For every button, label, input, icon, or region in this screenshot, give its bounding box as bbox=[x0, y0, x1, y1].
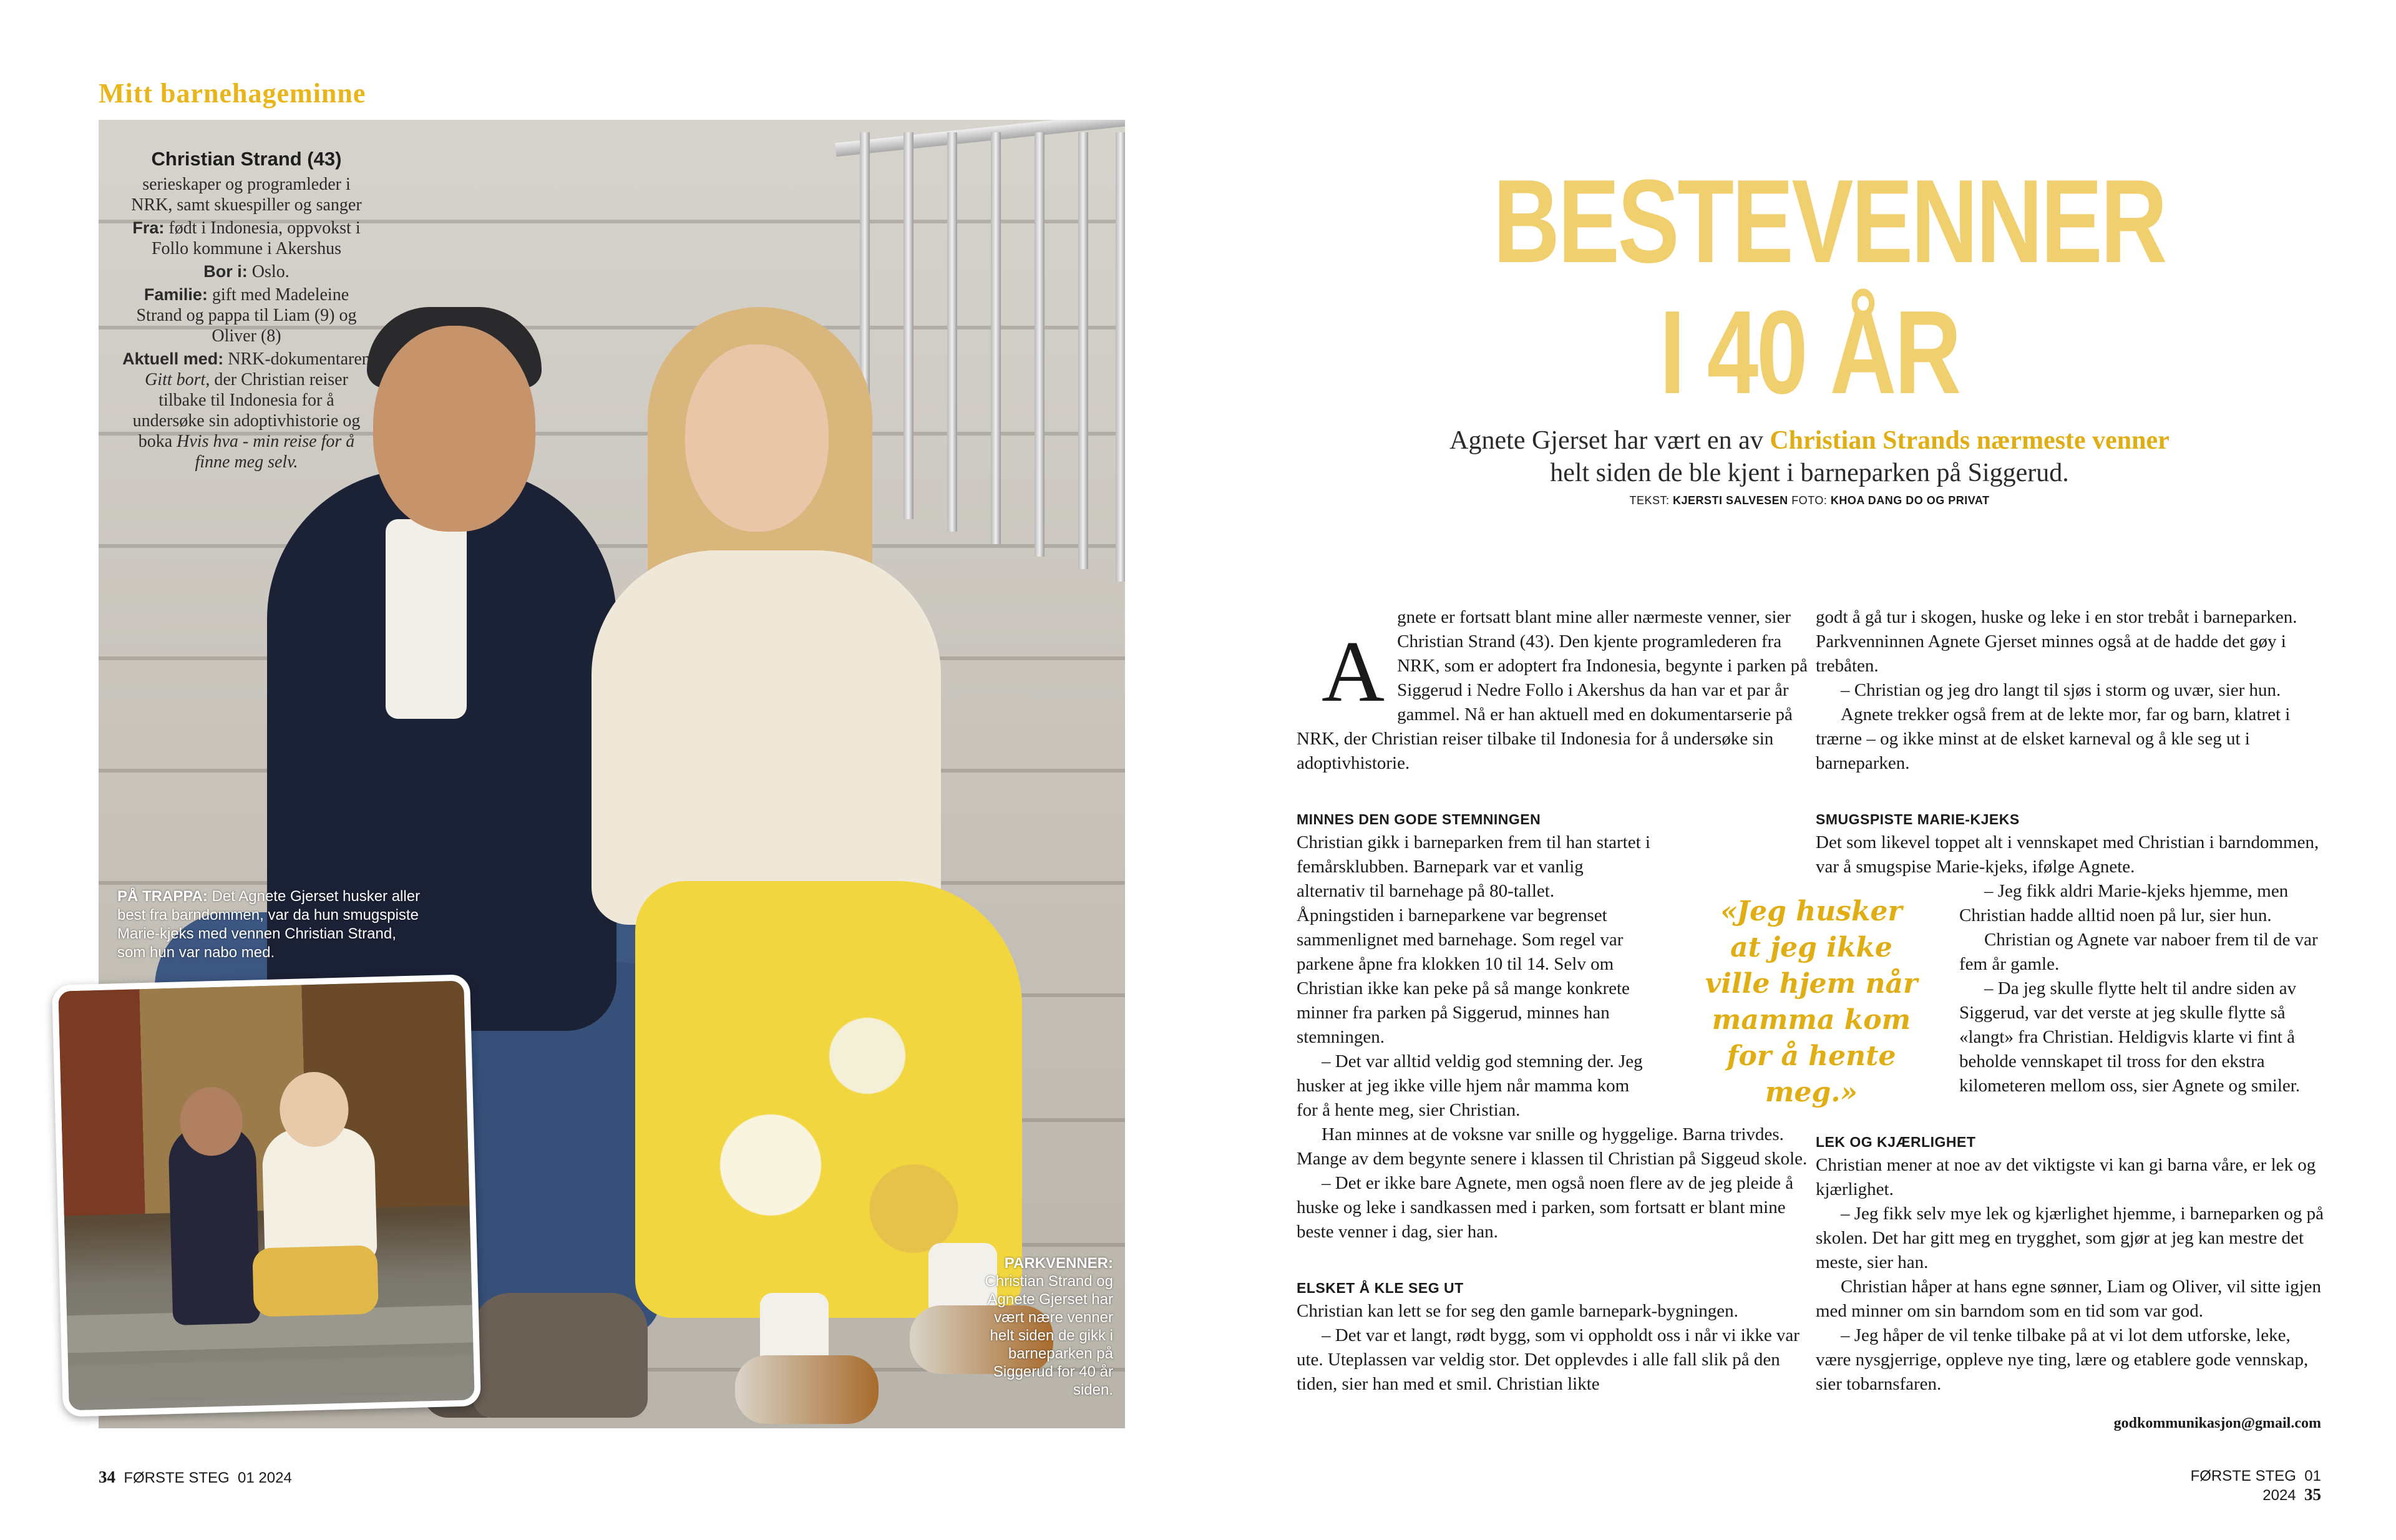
paragraph: Han minnes at de voksne var snille og hyggelige. Barna trivdes. Mange av dem begynte senere i klassen til Christian på Siggeud skole. bbox=[1297, 1124, 1808, 1169]
section-label: Mitt barnehageminne bbox=[99, 78, 366, 109]
bio-from: Fra: født i Indonesia, oppvokst i Follo kommune i Akershus bbox=[132, 218, 361, 258]
paragraph: Christian og Agnete var naboer frem til de var fem år gamle. bbox=[1959, 930, 2318, 974]
subhead-3: SMUGSPISTE MARIE-KJEKS bbox=[1816, 811, 2020, 827]
paragraph: Agnete trekker også frem at de lekte mor, far og barn, klatret i trærne – og ikke minst at de elsket karneval og å kle seg ut i barneparken. bbox=[1816, 704, 2291, 773]
paragraph: Christian håper at hans egne sønner, Liam og Oliver, vil sitte igjen med minner om sin barndom som en tid som var god. bbox=[1816, 1277, 2322, 1321]
subhead-4: LEK OG KJÆRLIGHET bbox=[1816, 1134, 1976, 1150]
bio-box bbox=[122, 147, 371, 475]
paragraph: – Da jeg skulle flytte helt til andre siden av Siggerud, var det verste at jeg skulle flytte så «langt» fra Christian. Heldigvis klarte vi fint å beholde vennskapet til tross for den ekstra kilometeren mellom oss, sier Agnete og smiler. bbox=[1959, 978, 2301, 1096]
bio-lives: Bor i: Oslo. bbox=[203, 262, 290, 281]
paragraph: – Christian og jeg dro langt til sjøs i storm og uvær, sier hun. bbox=[1841, 680, 2281, 700]
credits: TEKST: KJERSTI SALVESEN FOTO: KHOA DANG DO OG PRIVAT bbox=[1629, 494, 1990, 507]
paragraph: godt å gå tur i skogen, huske og leke i en stor trebåt i barneparken. Parkvenninnen Agnete Gjerset minnes også at de hadde det gøy i trebåten. bbox=[1816, 607, 2297, 676]
caption-park: PARKVENNER: Christian Strand og Agnete Gjerset har vært nære venner helt siden de gikk i barneparken på Siggerud for 40 år siden. bbox=[985, 1255, 1113, 1398]
standfirst: Agnete Gjerset har vært en av Christian Strands nærmeste venner helt siden de ble kjent i barneparken på Siggerud. bbox=[1449, 426, 2170, 487]
paragraph: – Det var et langt, rødt bygg, som vi oppholdt oss i når vi ikke var ute. Uteplassen var veldig stor. Det opplevdes i alle fall slik på den tiden, sier han med et smil. Christian likte bbox=[1297, 1325, 1799, 1394]
paragraph: Christian mener at noe av det viktigste vi kan gi barna våre, er lek og kjærlighet. bbox=[1816, 1155, 2316, 1199]
bio-family: Familie: gift med Madeleine Strand og pappa til Liam (9) og Oliver (8) bbox=[136, 285, 357, 346]
contact-email[interactable]: godkommunikasjon@gmail.com bbox=[2113, 1415, 2321, 1431]
paragraph: – Jeg fikk aldri Marie-kjeks hjemme, men Christian hadde alltid noen på lur, sier hun. bbox=[1959, 881, 2289, 925]
folio-right: FØRSTE STEG 01 2024 35 bbox=[2190, 1468, 2321, 1504]
paragraph: – Det er ikke bare Agnete, men også noen flere av de jeg pleide å huske og leke i sandkassen med i parken, som fortsatt er blant mine beste venner i dag, sier han. bbox=[1297, 1173, 1794, 1242]
subhead-2: ELSKET Å KLE SEG UT bbox=[1297, 1280, 1464, 1296]
headline: BESTEVENNER I 40 ÅR bbox=[1493, 155, 2166, 419]
childhood-photo bbox=[52, 974, 481, 1416]
paragraph: – Jeg håper de vil tenke tilbake på at vi lot dem utforske, leke, være nysgjerrige, oppleve nye ting, lære og etablere gode vennskap, sier tobarnsfaren. bbox=[1816, 1325, 2309, 1394]
paragraph: – Jeg fikk selv mye lek og kjærlighet hjemme, i barneparken og på skolen. Det har gitt meg en trygghet, som gjør at jeg kan mestre det meste, sier han. bbox=[1816, 1204, 2324, 1272]
drop-cap: A bbox=[1322, 623, 1385, 720]
subhead-1: MINNES DEN GODE STEMNINGEN bbox=[1297, 811, 1541, 827]
intro-paragraph: gnete er fortsatt blant mine aller nærmeste venner, sier Christian Strand (43). Den kjente programlederen fra NRK, som er adoptert fra Indonesia, begynte i parken på Siggerud i Nedre Follo i Akershus da han var et par år gammel. Nå er han aktuell med en dokumentarserie på NRK, der Christian reiser tilbake til Indonesia for å undersøke sin adoptivhistorie. bbox=[1297, 607, 1808, 773]
bio-role: serieskaper og programleder i NRK, samt skuespiller og sanger bbox=[131, 175, 362, 215]
caption-stairs: PÅ TRAPPA: Det Agnete Gjerset husker aller best fra barndommen, var da hun smugspiste Marie-kjeks med vennen Christian Strand, som hun var nabo med. bbox=[117, 888, 421, 961]
paragraph: Christian gikk i barneparken frem til han startet i femårsklubben. Barnepark var et vanlig alternativ til barnehage på 80-tallet. Åpningstiden i barneparkene var begrenset sammenlignet med barnehage. Som regel var parkene åpne fra klokken 10 til 14. Selv om Christian ikke kan peke på så mange konkrete minner fra parken på Siggerud, minnes han stemningen. bbox=[1297, 832, 1650, 1047]
paragraph: Christian kan lett se for seg den gamle barnepark-bygningen. bbox=[1297, 1301, 1738, 1321]
folio-left: 34 FØRSTE STEG 01 2024 bbox=[99, 1468, 292, 1486]
bio-name: Christian Strand (43) bbox=[151, 148, 342, 170]
paragraph: Det som likevel toppet alt i vennskapet med Christian i barndommen, var å smugspise Marie-kjeks, ifølge Agnete. bbox=[1816, 832, 2319, 877]
paragraph: – Det var alltid veldig god stemning der. Jeg husker at jeg ikke ville hjem når mamma kom for å hente meg, sier Christian. bbox=[1297, 1051, 1643, 1120]
bio-current: Aktuell med: NRK-dokumentaren Gitt bort, der Christian reiser tilbake til Indonesia for å undersøke sin adoptivhistorie og boka Hvis hva - min reise for å finne meg selv. bbox=[122, 349, 371, 472]
pull-quote: «Jeg husker at jeg ikke ville hjem når mamma kom for å hente meg.» bbox=[1705, 895, 1918, 1108]
